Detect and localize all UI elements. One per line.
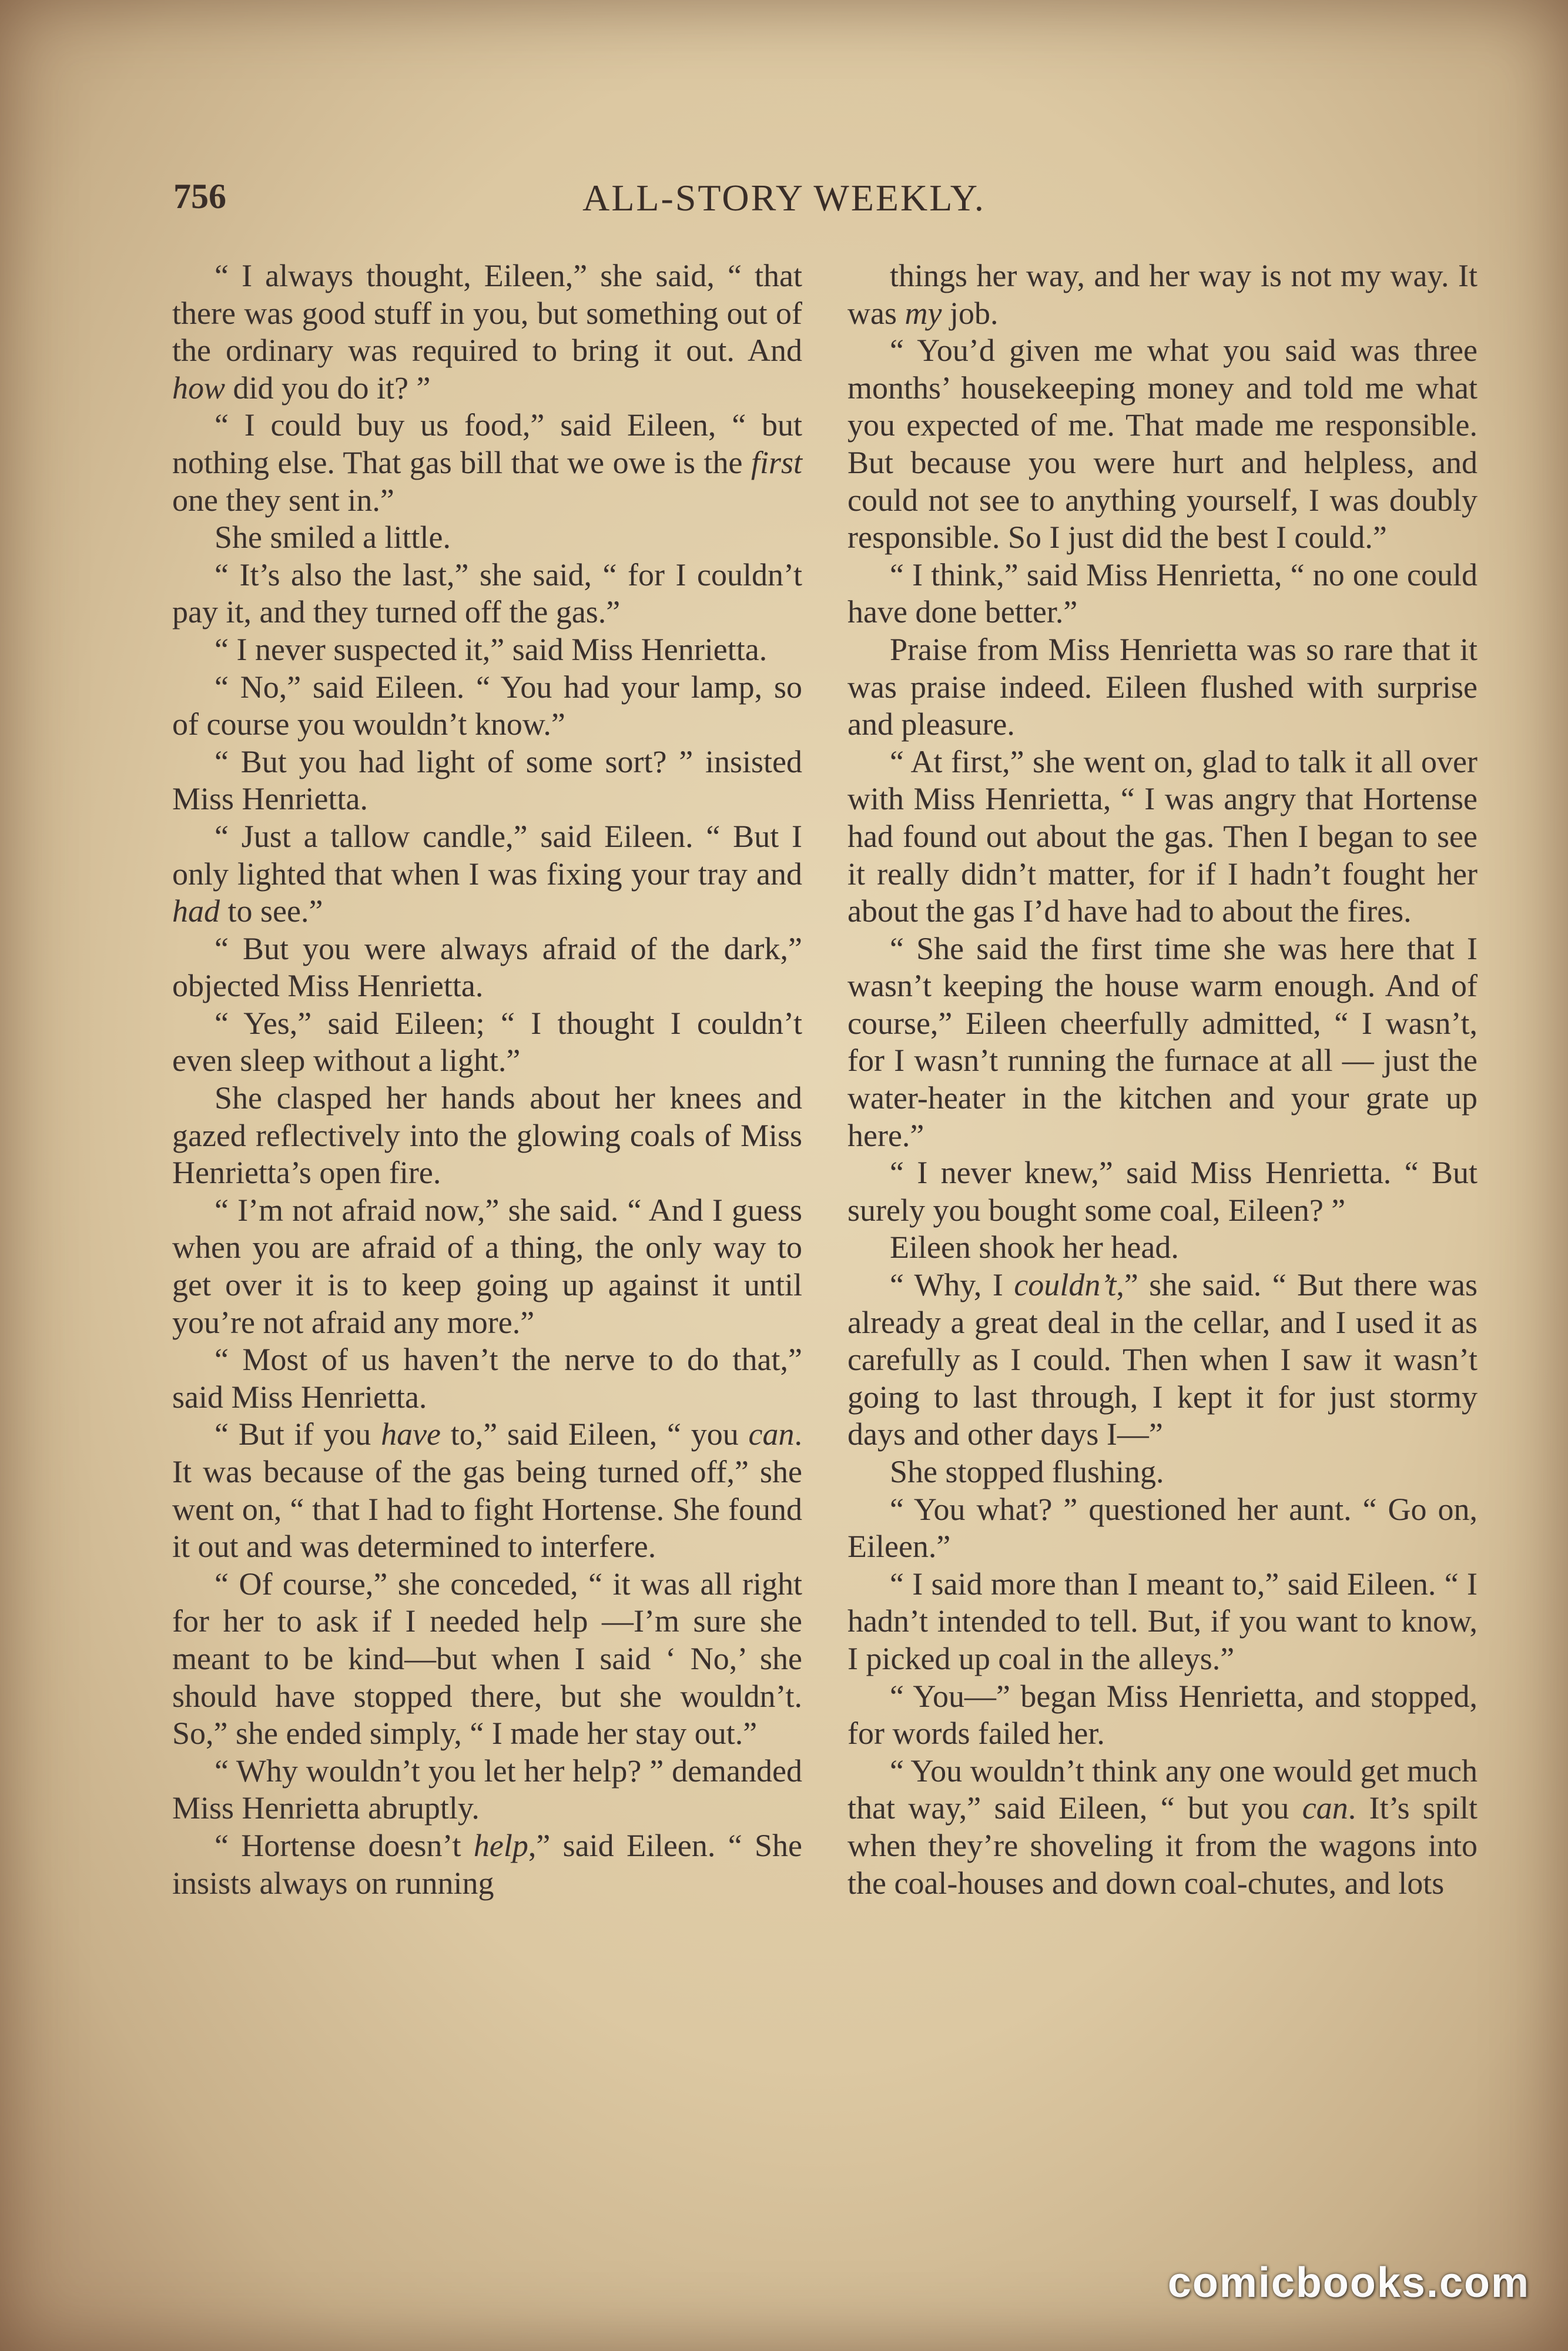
paragraph: things her way, and her way is not my way. It was my job. <box>847 258 1477 331</box>
paragraph: “ I could buy us food,” said Eileen, “ but nothing else. That gas bill that we owe is the first one they sent in.” <box>172 407 802 518</box>
paragraph: “ I never knew,” said Miss Henrietta. “ But surely you bought some coal, Eileen? ” <box>847 1155 1477 1228</box>
paragraph: “ Hortense doesn’t help,” said Eileen. “ She insists always on running <box>172 1827 802 1901</box>
paragraph: “ I think,” said Miss Henrietta, “ no one could have done better.” <box>847 557 1477 630</box>
paragraph: “ She said the first time she was here that I wasn’t keeping the house warm enough. And of course,” Eileen cheerfully admitted, “ I wasn’t, for I wasn’t running the furnace at all — just the water-heater in the kitchen and your grate up here.” <box>847 930 1477 1153</box>
paragraph: “ But you were always afraid of the dark,” objected Miss Henrietta. <box>172 930 802 1004</box>
paragraph: “ I said more than I meant to,” said Eileen. “ I hadn’t intended to tell. But, if you want to know, I picked up coal in the alleys.” <box>847 1566 1477 1676</box>
paragraph: She clasped her hands about her knees and gazed reflectively into the glowing coals of Miss Henrietta’s open fire. <box>172 1080 802 1191</box>
paragraph: “ Most of us haven’t the nerve to do that,” said Miss Henrietta. <box>172 1342 802 1415</box>
running-head: ALL-STORY WEEKLY. <box>582 177 986 219</box>
paragraph: “ Why wouldn’t you let her help? ” demanded Miss Henrietta abruptly. <box>172 1753 802 1826</box>
paragraph: “ Why, I couldn’t,” she said. “ But there was already a great deal in the cellar, and I used it as carefully as I could. Then when I saw it wasn’t going to last through, I kept it for just stormy days and other days I—” <box>847 1267 1478 1452</box>
paragraph: “ I never suspected it,” said Miss Henrietta. <box>215 631 768 667</box>
paragraph: “ You wouldn’t think any one would get much that way,” said Eileen, “ but you can. It’s spilt when they’re shoveling it from the wagons into the coal-houses and down coal-chutes, and lots <box>847 1753 1477 1901</box>
paragraph: “ I’m not afraid now,” she said. “ And I guess when you are afraid of a thing, the only way to get over it is to keep going up against it until you’re not afraid any more.” <box>172 1192 802 1340</box>
paragraph: “ Of course,” she conceded, “ it was all right for her to ask if I needed help —I’m sure she meant to be kind—but when I said ‘ No,’ she should have stopped there, but she wouldn’t. So,” she ended simply, “ I made her stay out.” <box>172 1566 802 1751</box>
paragraph: “ But if you have to,” said Eileen, “ you can. It was because of the gas being turned off,” she went on, “ that I had to fight Hortense. She found it out and was determined to interfere. <box>172 1416 802 1565</box>
paragraph: Eileen shook her head. <box>890 1230 1179 1265</box>
paragraph: “ I always thought, Eileen,” she said, “ that there was good stuff in you, but something out of the ordinary was required to bring it out. And how did you do it? ” <box>172 258 802 406</box>
paragraph: “ You—” began Miss Henrietta, and stopped, for words failed her. <box>847 1678 1477 1751</box>
right-column <box>847 257 1477 1902</box>
page-number: 756 <box>173 177 226 216</box>
watermark: comicbooks.com <box>1167 2259 1530 2306</box>
left-column <box>172 257 802 1902</box>
paragraph: “ You’d given me what you said was three months’ housekeeping money and told me what you expected of me. That made me responsible. But because you were hurt and helpless, and could not see to anything yourself, I was doubly responsible. So I just did the best I could.” <box>847 333 1477 555</box>
paragraph: “ No,” said Eileen. “ You had your lamp, so of course you wouldn’t know.” <box>172 669 802 742</box>
paragraph: “ But you had light of some sort? ” insisted Miss Henrietta. <box>172 744 802 817</box>
paragraph: Praise from Miss Henrietta was so rare that it was praise indeed. Eileen flushed with surprise and pleasure. <box>847 631 1477 742</box>
paragraph: “ At first,” she went on, glad to talk it all over with Miss Henrietta, “ I was angry that Hortense had found out about the gas. Then I began to see it really didn’t matter, for if I hadn’t fought her about the gas I’d have had to about the fires. <box>847 744 1477 929</box>
paragraph: “ Just a tallow candle,” said Eileen. “ But I only lighted that when I was fixing your tray and had to see.” <box>172 818 802 929</box>
paragraph: “ It’s also the last,” she said, “ for I couldn’t pay it, and they turned off the gas.” <box>172 557 802 630</box>
paragraph: “ You what? ” questioned her aunt. “ Go on, Eileen.” <box>847 1491 1477 1565</box>
paragraph: She smiled a little. <box>215 520 451 555</box>
paragraph: “ Yes,” said Eileen; “ I thought I couldn’t even sleep without a light.” <box>172 1005 802 1079</box>
paragraph: She stopped flushing. <box>890 1454 1164 1489</box>
